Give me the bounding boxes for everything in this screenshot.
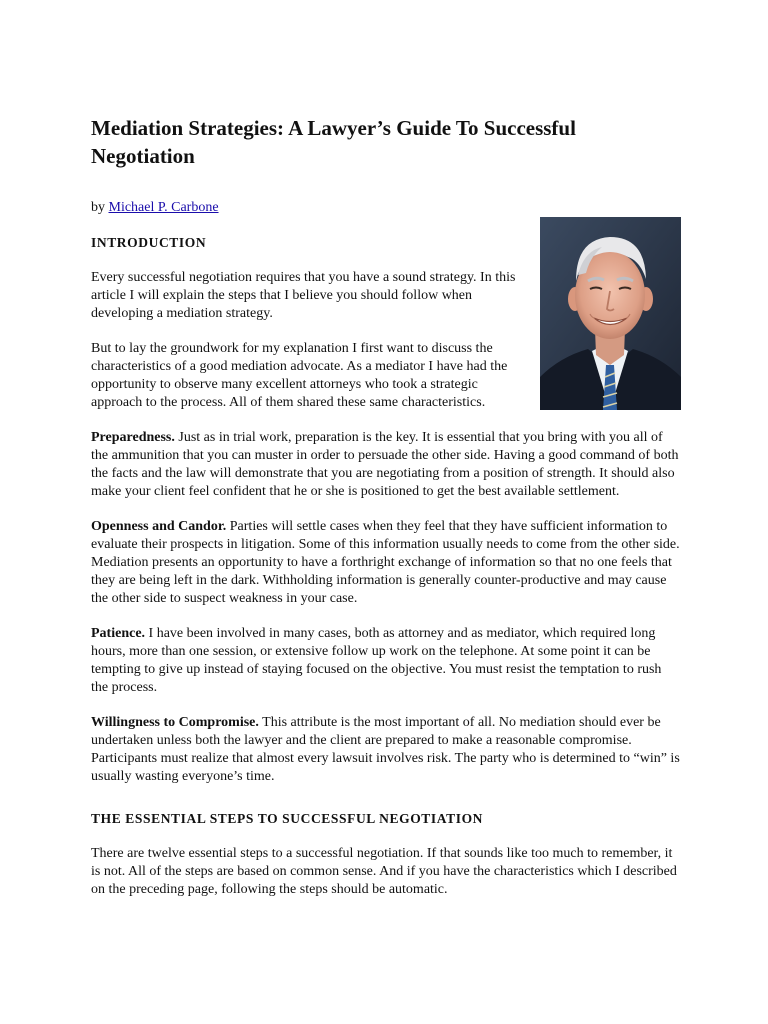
trait-text: Just as in trial work, preparation is the key. It is essential that you bring with you all of the ammunition that you can muster in order to persuade the other side. Having a good command of both the facts and the law will demonstrate that you are negotiating from a position of strength. It should also make your client feel confident that he or she is positioned to get the best available settlement. — [91, 430, 679, 499]
trait-lead: Patience. — [91, 626, 146, 641]
section-heading-essential-steps: THE ESSENTIAL STEPS TO SUCCESSFUL NEGOTIATION — [91, 811, 484, 826]
byline-prefix: by — [91, 200, 109, 215]
author-portrait-image — [540, 217, 681, 410]
trait-lead: Willingness to Compromise. — [91, 715, 259, 730]
intro-paragraph-2: But to lay the groundwork for my explanation I first want to discuss the characteristics of a good mediation advocate. As a mediator I have had the opportunity to observe many excellent attorneys who took a strategic approach to the process. All of them shared these same characteristics. — [91, 341, 508, 410]
author-link[interactable]: Michael P. Carbone — [108, 200, 219, 215]
section-heading-introduction: INTRODUCTION — [91, 235, 207, 250]
steps-paragraph-1: There are twelve essential steps to a successful negotiation. If that sounds like too much to remember, it is not. All of the steps are based on common sense. And if you have the characteristics which I described on the preceding page, following the steps should be automatic. — [91, 846, 677, 897]
article-title: Mediation Strategies: A Lawyer’s Guide To Successful Negotiation — [91, 116, 576, 168]
trait-patience — [91, 625, 681, 697]
trait-text: This attribute is the most important of all. No mediation should ever be undertaken unless both the lawyer and the client are prepared to make a reasonable compromise. Participants must realize that almost every lawsuit involves risk. The party who is determined to “win” is usually wasting everyone’s time. — [91, 715, 680, 784]
trait-text: Parties will settle cases when they feel that they have sufficient information to evaluate their prospects in litigation. Some of this information usually needs to come from the other side. Mediation presents an opportunity to have a forthright exchange of information so that no one feels that they are being left in the dark. Withholding information is generally counter-productive and may cause the other side to suspect weakness in your case. — [91, 519, 680, 606]
trait-preparedness — [91, 429, 681, 501]
article — [91, 114, 681, 899]
trait-lead: Preparedness. — [91, 430, 175, 445]
author-photo — [540, 217, 681, 410]
trait-lead: Openness and Candor. — [91, 519, 227, 534]
byline — [91, 199, 681, 217]
trait-willingness-to-compromise — [91, 714, 681, 786]
intro-paragraph-1: Every successful negotiation requires that you have a sound strategy. In this article I will explain the steps that I believe you should follow when developing a mediation strategy. — [91, 270, 516, 321]
trait-text: I have been involved in many cases, both as attorney and as mediator, which required long hours, more than one session, or extensive follow up work on the telephone. At some point it can be tempting to give up instead of staying focused on the objective. You must resist the temptation to rush the process. — [91, 626, 662, 695]
trait-openness-and-candor — [91, 518, 681, 608]
